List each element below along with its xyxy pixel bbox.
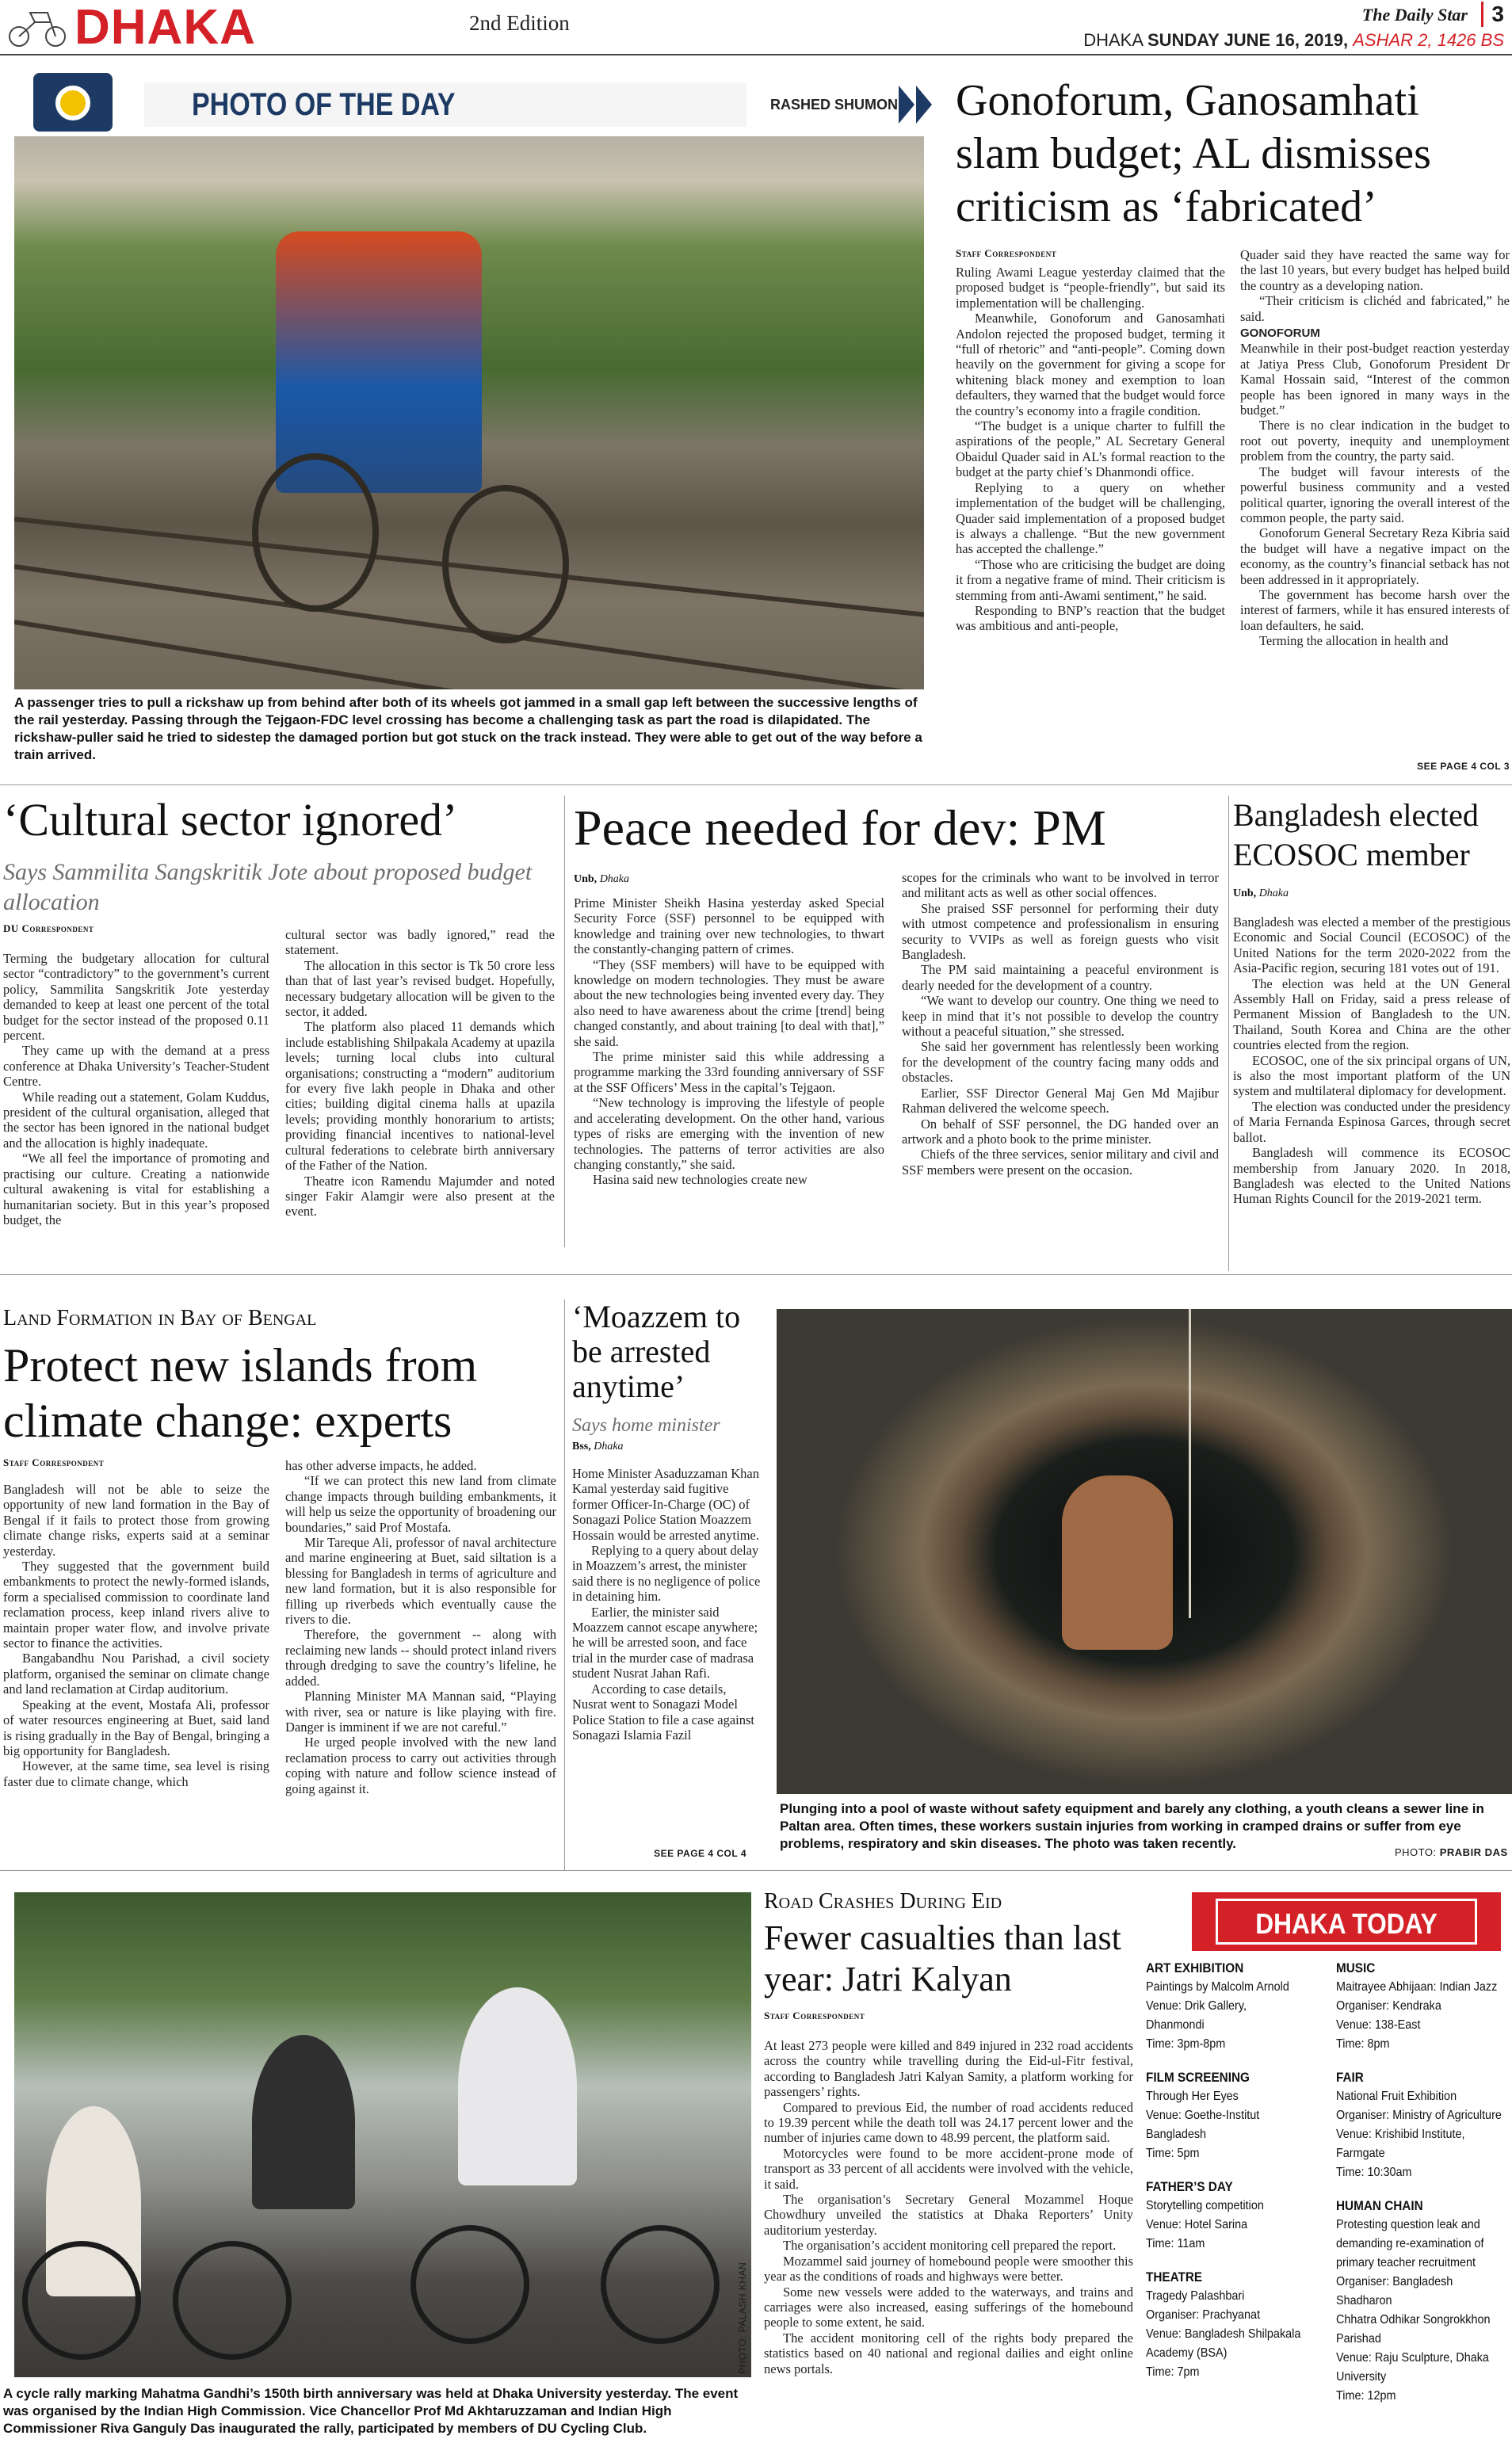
chevron-right-icon bbox=[916, 86, 932, 124]
ecosoc-body: Bangladesh was elected a member of the prestigious Economic and Social Council (ECOSOC) of the United Nations for the term 2020-2022 from the Asia-Pacific region, securing 181 votes out of 191. The election was held at the UN General Assembly Hall on Friday, said a press release of Permanent Mission of Bangladesh to the UN. Thailand, South Korea and China are the other countries elected from the region. ECOSOC, one of the six principal organs of UN, is also the most important platform of the UN system and multilateral diplomacy for development. The election was conducted under the presidency of Maria Fernanda Espinosa Garces, through secret ballot. Bangladesh will commence its ECOSOC membership from January 2020. In 2018, Bangladesh was elected to the United Nations Human Rights Council for the 2019-2021 term. bbox=[1233, 914, 1510, 1207]
rickshaw-rail-photo bbox=[14, 136, 924, 689]
event-fathers-day: FATHER’S DAY Storytelling competition Venue: Hotel Sarina Time: 11am bbox=[1146, 2179, 1264, 2250]
dhaka-today-left-column bbox=[1146, 1959, 1324, 2382]
road-crash-body: At least 273 people were killed and 849 injured in 232 road accidents across the country while travelling during the Eid-ul-Fitr festival, according to Bangladesh Jatri Kalyan Samity, a platform working for passengers’ rights. Compared to previous Eid, the number of road accidents reduced to 19.39 percent while the death toll was 24.17 percent lower and the number of injuries came down to 48.99 percent, the platform said. Motorcycles were found to be more accident-prone mode of transport as 33 percent of all accidents were involved with the vehicle, it said. The organisation’s Secretary General Mozammel Hoque Chowdhury unveiled the statistics at Dhaka Reporters’ Unity auditorium yesterday. The organisation’s accident monitoring cell prepared the report. Mozammel said journey of homebound people were smoother this year as the conditions of roads and highways were better. Some new vessels were added to the waterways, and trains and carriages were also increased, easing sufferings of the homebound people to some extent, he said. The accident monitoring cell of the rights body prepared the statistics based on 40 national and regional dailies and eight online news portals. bbox=[764, 2038, 1133, 2376]
peace-column-1: Prime Minister Sheikh Hasina yesterday asked Special Security Force (SSF) personnel to be equipped with knowledge and training over new technologies, to thwart the constantly-changing pattern of crimes. “They (SSF members) will have to be equipped with knowledge on modern technologies. They must be aware about the new technologies being invented every day. They also need to have awareness about the crime [trend] being changed constantly, and about training [to deal with that],” she said. The prime minister said this while addressing a programme marking the 33rd founding anniversary of SSF at the SSF Officers’ Mess in the capital’s Tejgaon. “New technology is improving the lifestyle of people and accelerating development. On the other hand, various types of risks are emerging with the invention of new technologies. The patterns of terror activities are also changing constantly,” she said. Hasina said new technologies create new bbox=[574, 895, 884, 1188]
dateline-bangla: ASHAR 2, 1426 BS bbox=[1353, 30, 1504, 50]
photo-of-day-caption: A passenger tries to pull a rickshaw up from behind after both of its wheels got jammed in a small gap left between the successive lengths of the rail yesterday. Passing through the Tejgaon-FDC level crossing has become a challenging task as part the road is dilapidated. The rickshaw-puller said he tried to sidestep the damaged portion but got stuck on the track instead. They were able to get out of the way before a train arrived. bbox=[14, 695, 922, 762]
lead-headline: Gonoforum, Ganosamhati slam budget; AL dismisses criticism as ‘fabricated’ bbox=[956, 76, 1431, 231]
cultural-byline: DU Correspondent bbox=[3, 922, 94, 934]
cultural-column-1: Terming the budgetary allocation for cultural sector “contradictory” to the government’s current policy, Sammilita Sangskritik Jote yesterday demanded to keep at least one percent of the total budget for the sector instead of the proposed 0.11 percent. They came up with the demand at a press conference at Dhaka University’s Teacher-Student Centre. While reading out a statement, Golam Kuddus, president of the cultural organisation, alleged that the sector has been ignored in the national budget and the allocation is highly inadequate. “We all feel the importance of promoting and practising our culture. Creating a nationwide cultural awakening is vital for establishing a humanitarian society. But in this year’s proposed budget, the bbox=[3, 951, 269, 1227]
photo-of-day-banner bbox=[10, 71, 935, 133]
dhaka-today-title: DHAKA TODAY bbox=[1255, 1907, 1438, 1940]
photo-credit: RASHED SHUMON bbox=[770, 97, 899, 113]
event-human-chain: HUMAN CHAIN Protesting question leak and demanding re-examination of primary teacher recruitment Organiser: Bangladesh Shadharon Chhatra Odhikar Songrokkhon Parishad Venue: Raju Sculpture, Dhaka University Time: 12pm bbox=[1336, 2198, 1491, 2403]
event-art-exhibition: ART EXHIBITION Paintings by Malcolm Arnold Venue: Drik Gallery, Dhanmondi Time: 3pm-8pm bbox=[1146, 1960, 1289, 2051]
moazzem-subhead: Says home minister bbox=[572, 1415, 720, 1436]
event-theatre: THEATRE Tragedy Palashbari Organiser: Prachyanat Venue: Bangladesh Shilpakala Academy (BSA) Time: 7pm bbox=[1146, 2269, 1301, 2379]
column-divider bbox=[564, 796, 565, 1247]
lead-byline: Staff Correspondent bbox=[956, 247, 1057, 259]
masthead bbox=[0, 0, 1512, 55]
road-crash-byline: Staff Correspondent bbox=[764, 2010, 865, 2021]
sewer-cleaner-photo bbox=[777, 1309, 1512, 1794]
camera-icon bbox=[33, 73, 113, 132]
column-divider bbox=[564, 1300, 565, 1870]
event-film-screening: FILM SCREENING Through Her Eyes Venue: Goethe-Institut Bangladesh Time: 5pm bbox=[1146, 2070, 1260, 2160]
event-fair: FAIR National Fruit Exhibition Organiser: Ministry of Agriculture Venue: Krishibid Institute, Farmgate Time: 10:30am bbox=[1336, 2070, 1502, 2179]
page-number: 3 bbox=[1481, 2, 1504, 27]
column-divider bbox=[1228, 796, 1229, 1271]
section-divider bbox=[0, 784, 1512, 785]
section-divider bbox=[0, 1274, 1512, 1275]
islands-column-2: has other adverse impacts, he added. “If we can protect this new land from climate change impacts through building embankments, it will help us seize the opportunity of broadening our boundaries,” said Prof Mostafa. Mir Tareque Ali, professor of naval architecture and marine engineering at Buet, said siltation is a blessing for Bangladesh in terms of agriculture and new land formation, but it is also responsible for filling up riverbeds which eventually cause the rivers to die. Therefore, the government -- along with reclaiming new lands -- should protect inland rivers through dredging to save the country’s lifeline, he added. Planning Minister MA Mannan said, “Playing with river, sea or nature is like playing with fire. Danger is imminent if we are not careful.” He urged people involved with the new land reclamation process to carry out activities through coping with nature and follow science instead of going against it. bbox=[285, 1458, 556, 1796]
dateline bbox=[1083, 30, 1504, 51]
dateline-city: DHAKA bbox=[1083, 30, 1143, 50]
paper-name: The Daily Star bbox=[1361, 5, 1468, 25]
moazzem-body: Home Minister Asaduzzaman Khan Kamal yesterday said fugitive former Officer-In-Charge (OC) of Sonagazi Police Station Moazzem Hossain would be arrested anytime. Replying to a query about delay in Moazzem’s arrest, the minister said there is no negligence of police in detaining him. Earlier, the minister said Moazzem cannot escape anywhere; he will be arrested soon, and face trial in the murder case of madrasa student Nusrat Jahan Rafi. According to case details, Nusrat went to Sonagazi Model Police Station to file a case against Sonagazi Islamia Fazil bbox=[572, 1466, 761, 1743]
islands-column-1: Bangladesh will not be able to seize the opportunity of new land formation in the Bay of Bengal if it fails to protect those from growing climate change risks, experts said at a seminar yesterday. They suggested that the government build embankments to protect the newly-formed islands, form a specialised commission to coordinate land reclamation process, keep inland rivers alive to maintain proper water flow, and involve private sector to finance the activities. Bangabandhu Nou Parishad, a civil society platform, organised the seminar on climate change and land reclamation at Cirdap auditorium. Speaking at the event, Mostafa Ali, professor of water resources engineering at Buet, said land is rising gradually in the Bay of Bengal, bringing a big opportunity for Bangladesh. However, at the same time, sea level is rising faster due to climate change, which bbox=[3, 1482, 269, 1789]
islands-kicker: Land Formation in Bay of Bengal bbox=[3, 1306, 317, 1330]
dhaka-today-banner bbox=[1192, 1892, 1501, 1951]
islands-headline: Protect new islands from climate change: experts bbox=[3, 1339, 478, 1447]
ecosoc-byline: Unb, Dhaka bbox=[1233, 887, 1289, 899]
road-crash-kicker: Road Crashes During Eid bbox=[764, 1889, 1002, 1914]
islands-jump-label: SEE PAGE 4 COL 4 bbox=[654, 1848, 746, 1859]
section-divider bbox=[0, 1870, 1512, 1871]
cultural-column-2: cultural sector was badly ignored,” read the statement. The allocation in this sector is Tk 50 crore less than that of last year’s revised budget. Hopefully, necessary budgetary allocation will be given to the sector, it added. The platform also placed 11 demands which include establishing Shilpakala Academy at upazila levels; turning local clubs into cultural organisations; constructing a “modern” auditorium for every five lakh people in Dhaka and other cities; building digital cinema halls at upazila levels; providing monthly honorarium to artists; providing financial incentives to national-level cultural federations to celebrate birth anniversary of the Father of the Nation. Theatre icon Ramendu Majumder and noted singer Fakir Alamgir were also present at the event. bbox=[285, 927, 555, 1220]
islands-byline: Staff Correspondent bbox=[3, 1456, 105, 1468]
rickshaw-logo-icon bbox=[3, 6, 71, 49]
cycle-photo-credit: PHOTO: PALASH KHAN bbox=[737, 2262, 748, 2374]
edition-label: 2nd Edition bbox=[469, 11, 570, 35]
lead-jump-label: SEE PAGE 4 COL 3 bbox=[1417, 761, 1510, 772]
moazzem-byline: Bss, Dhaka bbox=[572, 1441, 624, 1452]
dhaka-today-right-column bbox=[1336, 1959, 1507, 2406]
event-music: MUSIC Maitrayee Abhijaan: Indian Jazz Organiser: Kendraka Venue: 138-East Time: 8pm bbox=[1336, 1960, 1498, 2051]
chevron-right-icon bbox=[899, 86, 914, 124]
sewer-photo-caption: Plunging into a pool of waste without safety equipment and barely any clothing, a youth cleans a sewer line in Paltan area. Often times, these workers sustain injuries from working in cramped drains or suffer from eye problems, respiratory and skin diseases. The photo was taken recently. bbox=[780, 1801, 1484, 1851]
lead-column-1: Ruling Awami League yesterday claimed that the proposed budget is “people-friendly”, but said its implementation will be challenging. Meanwhile, Gonoforum and Ganosamhati Andolon rejected the proposed budget, terming it “full of rhetoric” and “anti-people”. Coming down heavily on the government for giving a scope for whitening black money and exemption to loan defaulters, they warned that the budget would force the country’s economy into a fragile condition. “The budget is a unique charter to fulfill the aspirations of the people,” AL Secretary General Obaidul Quader said in AL’s formal reaction to the budget at the party chief’s Dhanmondi office. Replying to a query on whether implementation of the budget will be challenging, Quader said implementation of a proposed budget is always a challenge. “But the new government has accepted the challenge.” “Those who are criticising the budget are doing it from a negative frame of mind. Their criticism is stemming from anti-Awami sentiment,” he said. Responding to BNP’s reaction that the budget was ambitious and anti-people, bbox=[956, 265, 1225, 634]
ecosoc-headline: Bangladesh elected ECOSOC member bbox=[1233, 797, 1479, 872]
cultural-subhead: Says Sammilita Sangskritik Jote about proposed budget allocation bbox=[3, 859, 533, 915]
peace-column-2: scopes for the criminals who want to be involved in terror and militant acts as well as other social offences. She praised SSF personnel for performing their duty with utmost competence and professionalism in ensuring security to VVIPs as well as foreign guests who visit Bangladesh. The PM said maintaining a peaceful environment is dearly needed for the development of a country. “We want to develop our country. One thing we need to keep in mind that it’s not possible to develop the country without a peaceful situation,” she stressed. She said her government has relentlessly been working for the development of the country facing many odds and obstacles. Earlier, SSF Director General Maj Gen Md Majibur Rahman delivered the welcome speech. On behalf of SSF personnel, the DG handed over an artwork and a photo book to the prime minister. Chiefs of the three services, senior military and civil and SSF members were present on the occasion. bbox=[902, 870, 1219, 1178]
section-title: DHAKA bbox=[74, 0, 256, 55]
road-crash-headline: Fewer casualties than last year: Jatri Kalyan bbox=[764, 1918, 1121, 1998]
peace-headline: Peace needed for dev: PM bbox=[574, 800, 1106, 856]
lead-subhead: GONOFORUM bbox=[1240, 326, 1320, 341]
dateline-date: SUNDAY JUNE 16, 2019, bbox=[1147, 30, 1349, 50]
sewer-photo-credit: PHOTO: PRABIR DAS bbox=[1395, 1846, 1508, 1858]
cycle-rally-photo bbox=[14, 1892, 751, 2377]
peace-byline: Unb, Dhaka bbox=[574, 873, 630, 885]
moazzem-headline: ‘Moazzem to be arrested anytime’ bbox=[572, 1299, 741, 1404]
lead-column-2: Quader said they have reacted the same way for the last 10 years, but every budget has helped build the country as a developing nation. “Their criticism is clichéd and fabricated,” he said. GONOFORUM Meanwhile in their post-budget reaction yesterday at Jatiya Press Club, Gonoforum President Dr Kamal Hossain said, “Interest of the common people has been ignored in many ways in the budget.” There is no clear indication in the budget to root out poverty, inequity and unemployment problem from the country, the party said. The budget will favour interests of the powerful business community and a vested political quarter, ignoring the overall interest of the common people, the party said. Gonoforum General Secretary Reza Kibria said the budget will have a negative impact on the economy, as the country’s financial setback has not been addressed in it appropriately. The government has become harsh over the interest of farmers, while it has ensured interests of loan defaulters, he said. Terming the allocation in health and bbox=[1240, 247, 1510, 649]
cultural-headline: ‘Cultural sector ignored’ bbox=[3, 794, 458, 846]
cycle-photo-caption: A cycle rally marking Mahatma Gandhi’s 150th birth anniversary was held at Dhaka University yesterday. The event was organised by the Indian High Commission. Vice Chancellor Prof Md Akhtaruzzaman and Indian High Commissioner Riva Ganguly Das inaugurated the rally, participated by members of DU Cycling Club. bbox=[3, 2386, 739, 2436]
photo-of-day-label: PHOTO OF THE DAY bbox=[192, 87, 456, 122]
